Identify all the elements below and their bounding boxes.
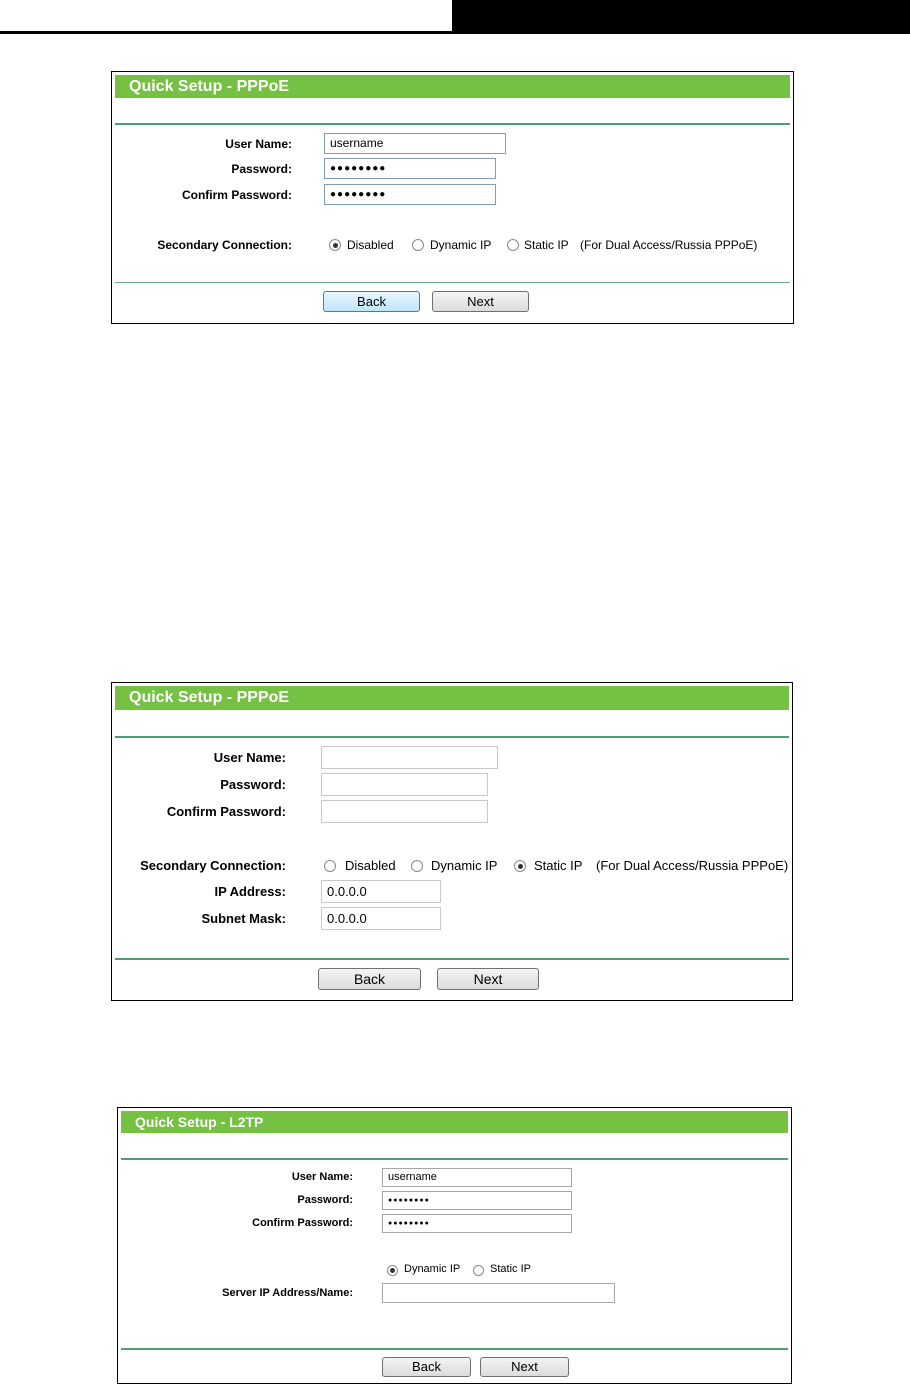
header-rule [0,31,452,34]
back-button[interactable]: Back [382,1357,471,1377]
disabled-radio-label: Disabled [347,238,394,252]
dynamic-ip-radio[interactable] [412,239,424,251]
static-ip-radio[interactable] [514,860,526,872]
password-label: Password: [297,1194,353,1206]
password-label: Password: [220,777,286,792]
subnet-mask-label: Subnet Mask: [201,911,286,926]
static-ip-radio-label: Static IP [534,858,583,873]
back-button[interactable]: Back [318,968,421,990]
username-label: User Name: [213,750,286,765]
password-label: Password: [231,162,292,176]
ip-address-input[interactable]: 0.0.0.0 [321,880,441,903]
panel-title: Quick Setup - L2TP [121,1111,788,1133]
next-button[interactable]: Next [437,968,539,990]
username-label: User Name: [225,137,292,151]
confirm-password-input[interactable]: ●●●●●●●● [382,1214,572,1233]
divider [121,1158,788,1160]
next-button[interactable]: Next [480,1357,569,1377]
static-ip-radio[interactable] [507,239,519,251]
disabled-radio[interactable] [324,860,336,872]
confirm-password-input[interactable] [321,800,488,823]
secondary-connection-label: Secondary Connection: [140,858,286,873]
confirm-password-label: Confirm Password: [181,188,292,202]
dynamic-ip-radio[interactable] [411,860,423,872]
username-input[interactable]: username [324,133,506,154]
username-input[interactable]: username [382,1168,572,1187]
header-bar [452,0,910,34]
password-input[interactable] [321,773,488,796]
ip-address-label: IP Address: [214,884,286,899]
server-address-input[interactable] [382,1283,615,1303]
confirm-password-input[interactable]: ●●●●●●●● [324,184,496,205]
back-button[interactable]: Back [323,291,420,312]
next-button[interactable]: Next [432,291,529,312]
dynamic-ip-radio-label: Dynamic IP [404,1263,461,1275]
static-ip-radio-label: Static IP [524,238,569,252]
pppoe-setup-panel [111,71,794,324]
dynamic-ip-radio[interactable] [387,1265,398,1276]
password-input[interactable]: ●●●●●●●● [382,1191,572,1210]
divider [115,282,790,283]
disabled-radio-label: Disabled [345,858,396,873]
disabled-radio[interactable] [329,239,341,251]
password-input[interactable]: ●●●●●●●● [324,158,496,179]
confirm-password-label: Confirm Password: [166,804,286,819]
divider [115,736,789,738]
dual-access-note: (For Dual Access/Russia PPPoE) [596,858,789,873]
username-input[interactable] [321,746,498,769]
dynamic-ip-radio-label: Dynamic IP [430,238,492,252]
static-ip-radio[interactable] [473,1265,484,1276]
static-ip-radio-label: Static IP [490,1263,531,1275]
pppoe-static-ip-panel [111,682,793,1001]
subnet-mask-input[interactable]: 0.0.0.0 [321,907,441,930]
dynamic-ip-radio-label: Dynamic IP [431,858,498,873]
dual-access-note: (For Dual Access/Russia PPPoE) [580,238,758,252]
panel-title: Quick Setup - PPPoE [115,75,790,98]
username-label: User Name: [291,1171,353,1183]
panel-title: Quick Setup - PPPoE [115,686,789,710]
confirm-password-label: Confirm Password: [252,1217,353,1229]
divider [115,123,790,125]
server-address-label: Server IP Address/Name: [222,1287,353,1299]
secondary-connection-label: Secondary Connection: [157,238,292,252]
divider [121,1348,788,1350]
divider [115,958,789,960]
l2tp-setup-panel [117,1107,792,1384]
